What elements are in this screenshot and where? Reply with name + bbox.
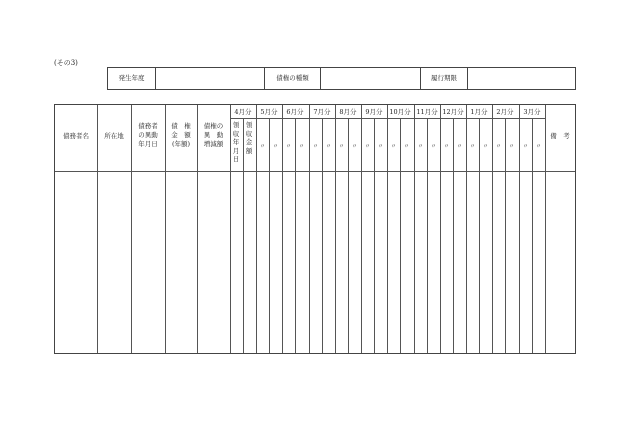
month-header: 5月分 xyxy=(260,108,278,116)
month-header: 8月分 xyxy=(339,108,357,116)
col-line xyxy=(545,105,546,353)
ditto-mark: 〃 xyxy=(259,144,266,150)
month-header: 9月分 xyxy=(365,108,383,116)
month-header: 2月分 xyxy=(496,108,514,116)
ditto-mark: 〃 xyxy=(272,144,279,150)
ditto-mark: 〃 xyxy=(443,144,450,150)
col-line xyxy=(97,105,98,353)
ditto-mark: 〃 xyxy=(482,144,489,150)
ditto-mark: 〃 xyxy=(364,144,371,150)
month-header: 1月分 xyxy=(470,108,488,116)
month-header: 10月分 xyxy=(389,108,411,116)
amount-header: 債 権 金 額 (年額) xyxy=(171,122,191,148)
header-bottom-line xyxy=(55,171,575,172)
receipt-date-header: 領収年月日 xyxy=(232,121,240,163)
month-header: 7月分 xyxy=(313,108,331,116)
debt-ledger-table xyxy=(54,104,576,354)
year-label: 発生年度 xyxy=(108,68,156,89)
info-header-box xyxy=(107,67,576,90)
ditto-mark: 〃 xyxy=(285,144,292,150)
ditto-mark: 〃 xyxy=(377,144,384,150)
page-label: (その3) xyxy=(54,59,78,67)
month-header: 4月分 xyxy=(234,108,252,116)
debtor-name-header: 債務者名 xyxy=(63,132,89,140)
type-field[interactable] xyxy=(321,68,421,89)
ditto-mark: 〃 xyxy=(312,144,319,150)
ditto-mark: 〃 xyxy=(417,144,424,150)
ditto-mark: 〃 xyxy=(390,144,397,150)
ditto-mark: 〃 xyxy=(535,144,542,150)
ditto-mark: 〃 xyxy=(403,144,410,150)
ditto-mark: 〃 xyxy=(338,144,345,150)
ditto-mark: 〃 xyxy=(456,144,463,150)
change-amount-header: 債権の 異 動 増減額 xyxy=(203,122,224,148)
month-header: 6月分 xyxy=(286,108,304,116)
deadline-label: 履行期限 xyxy=(421,68,468,89)
ditto-mark: 〃 xyxy=(469,144,476,150)
type-label: 債権の種類 xyxy=(265,68,321,89)
month-header: 12月分 xyxy=(442,108,464,116)
remarks-header: 備 考 xyxy=(550,132,570,140)
ditto-mark: 〃 xyxy=(298,144,305,150)
ditto-mark: 〃 xyxy=(522,144,529,150)
deadline-field[interactable] xyxy=(468,68,575,89)
receipt-amount-header: 領収金額 xyxy=(245,121,253,155)
address-header: 所在地 xyxy=(104,132,124,140)
col-line xyxy=(230,105,231,353)
change-date-header: 債務者 の異動 年月日 xyxy=(138,122,158,148)
ditto-mark: 〃 xyxy=(430,144,437,150)
ditto-mark: 〃 xyxy=(325,144,332,150)
ditto-mark: 〃 xyxy=(508,144,515,150)
ditto-mark: 〃 xyxy=(351,144,358,150)
year-field[interactable] xyxy=(156,68,265,89)
ditto-mark: 〃 xyxy=(495,144,502,150)
month-header: 11月分 xyxy=(416,108,438,116)
month-header: 3月分 xyxy=(523,108,541,116)
